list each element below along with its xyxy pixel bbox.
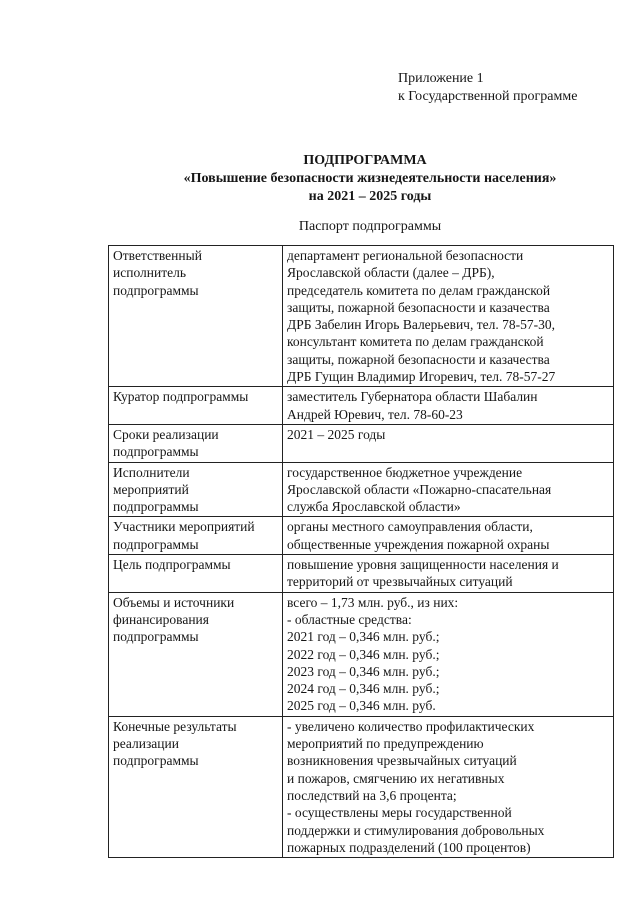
table-row [109, 592, 614, 716]
row-label-cell [109, 246, 283, 387]
row-value-line: 2021 год – 0,346 млн. руб.; [287, 629, 440, 645]
row-label-line: Ответственный [113, 248, 202, 263]
row-value-cell [283, 555, 614, 593]
row-value-line: 2024 год – 0,346 млн. руб.; [287, 681, 440, 697]
row-label-line: Сроки реализации [113, 426, 219, 442]
row-value-cell [283, 462, 614, 517]
table-row [109, 387, 614, 425]
row-value-line: поддержки и стимулирования добровольных [287, 822, 545, 838]
row-value-line: консультант комитета по делам гражданской [287, 334, 544, 350]
row-value-cell [283, 424, 614, 462]
passport-table-body [109, 246, 614, 858]
row-label-line: подпрограммы [113, 282, 199, 298]
row-value-cell [283, 246, 614, 387]
row-label-line: Исполнители [113, 464, 190, 480]
row-value-line: 2022 год – 0,346 млн. руб.; [287, 646, 440, 662]
row-label-cell [109, 716, 283, 857]
row-value-line: 2023 год – 0,346 млн. руб.; [287, 663, 440, 679]
title-line-3: на 2021 – 2025 годы [308, 189, 432, 204]
table-row [109, 716, 614, 857]
row-value-line: ДРБ Гущин Владимир Игоревич, тел. 78-57-27 [287, 369, 556, 385]
row-label-line: реализации [113, 736, 179, 752]
passport-table [108, 245, 614, 858]
table-row [109, 555, 614, 593]
row-value-line: - областные средства: [287, 611, 412, 627]
row-value-line: заместитель Губернатора области Шабалин [287, 389, 538, 405]
row-value-cell [283, 387, 614, 425]
row-value-cell [283, 716, 614, 857]
row-label-line: подпрограммы [113, 499, 199, 515]
row-value-line: - осуществлены меры государственной [287, 805, 512, 821]
row-value-line: Ярославской области (далее – ДРБ), [287, 265, 495, 281]
row-value-line: возникновения чрезвычайных ситуаций [287, 753, 517, 769]
row-label-cell [109, 517, 283, 555]
row-value-line: защиты, пожарной безопасности и казачества [287, 351, 550, 367]
table-row [109, 517, 614, 555]
row-label-line: исполнитель [113, 265, 186, 281]
row-label-line: мероприятий [113, 481, 189, 497]
passport-heading: Паспорт подпрограммы [298, 219, 442, 234]
row-value-line: председатель комитета по делам гражданской [287, 282, 551, 298]
row-label-cell [109, 592, 283, 716]
row-label-cell [109, 462, 283, 517]
row-value-cell [283, 592, 614, 716]
row-value-line: Андрей Юревич, тел. 78-60-23 [287, 406, 463, 422]
row-value-line: всего – 1,73 млн. руб., из них: [287, 594, 459, 610]
row-label-cell [109, 387, 283, 425]
table-row [109, 424, 614, 462]
row-label-line: финансирования [113, 611, 209, 627]
row-value-line: пожарных подразделений (100 процентов) [287, 839, 531, 855]
row-value-line: государственное бюджетное учреждение [287, 464, 523, 480]
row-label-line: Цель подпрограммы [113, 557, 231, 573]
row-value-line: территорий от чрезвычайных ситуаций [287, 574, 513, 590]
row-value-line: ДРБ Забелин Игорь Валерьевич, тел. 78-57-30, [287, 317, 555, 333]
row-value-line: - увеличено количество профилактических [287, 718, 535, 734]
row-value-cell [283, 517, 614, 555]
row-value-line: защиты, пожарной безопасности и казачества [287, 299, 550, 315]
title-line-1: ПОДПРОГРАММА [303, 153, 427, 168]
appendix-line-1: Приложение 1 [398, 71, 484, 86]
row-value-line: 2021 – 2025 годы [287, 426, 386, 442]
table-row [109, 246, 614, 387]
row-value-line: служба Ярославской области» [287, 499, 461, 515]
row-value-line: 2025 год – 0,346 млн. руб. [287, 698, 436, 714]
row-value-line: последствий на 3,6 процента; [287, 787, 457, 803]
row-label-line: подпрограммы [113, 536, 199, 552]
title-line-2: «Повышение безопасности жизнедеятельности населения» [183, 171, 557, 186]
table-row [109, 462, 614, 517]
row-value-line: Ярославской области «Пожарно-спасательная [287, 481, 552, 497]
row-label-line: подпрограммы [113, 753, 199, 769]
row-value-line: мероприятий по предупреждению [287, 736, 484, 752]
row-label-line: Конечные результаты [113, 718, 237, 734]
document-title [0, 152, 640, 206]
row-label-line: Объемы и источники [113, 594, 235, 610]
row-label-line: подпрограммы [113, 629, 199, 645]
row-label-cell [109, 424, 283, 462]
row-value-line: и пожаров, смягчению их негативных [287, 770, 505, 786]
row-value-line: общественные учреждения пожарной охраны [287, 536, 550, 552]
appendix-line-2: к Государственной программе [398, 89, 578, 104]
row-value-line: органы местного самоуправления области, [287, 519, 533, 535]
appendix-note [398, 70, 577, 106]
row-label-line: Куратор подпрограммы [113, 389, 249, 405]
row-value-line: повышение уровня защищенности населения и [287, 557, 559, 573]
row-label-cell [109, 555, 283, 593]
row-label-line: Участники мероприятий [113, 519, 255, 535]
row-label-line: подпрограммы [113, 444, 199, 460]
row-value-line: департамент региональной безопасности [287, 248, 524, 263]
